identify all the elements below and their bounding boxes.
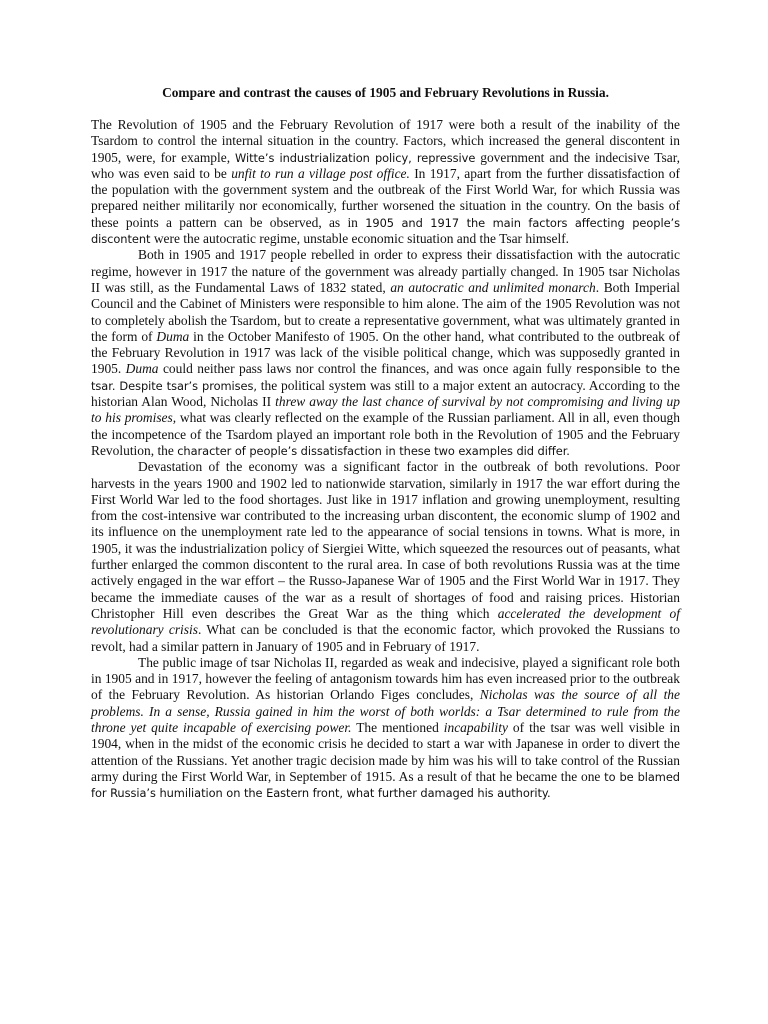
paragraph-tsar-image [91,655,680,802]
italic-text-run: accelerated the development of revolutionary crisis [91,605,680,638]
italic-text-run: an autocratic and unlimited monarch [390,279,596,295]
text-run: were the autocratic regime, unstable economic situation and the Tsar himself. [150,231,570,247]
text-run: . What can be concluded is that the economic factor, which provoked the Russians to revolt, had a similar pattern in January of 1905 and in February of 1917. [91,622,681,654]
alt-font-text-run: responsible to the tsar. Despite tsar’s promises, [91,362,680,393]
text-run: . Both Imperial Council and the Cabinet of Ministers were responsible to him alone. The aim of the 1905 Revolution was not to completely abolish the Tsardom, but to create a representative government, what was ultimately granted in the form of [91,279,680,344]
text-run: what was clearly reflected on the example of the Russian parliament. All in all, even though the incompetence of the Tsardom played an important role both in the Revolution of 1905 and the February Revolution, the [91,410,680,458]
page-title: Compare and contrast the causes of 1905 and February Revolutions in Russia. [162,85,609,100]
text-run: could neither pass laws nor control the finances, and was once again fully [158,361,577,377]
text-run: In 1917, apart from the further dissatisfaction of the population with the government system and the outbreak of the First World War, for which Russia was prepared neither militarily nor economically, further worsened the situation in the country. On the basis of these points a pattern can be observed, as in [91,165,681,230]
italic-text-run: Duma [156,328,190,344]
text-run: in the October Manifesto of 1905. On the other hand, what contributed to the outbreak of the February Revolution in 1917 was lack of the visible political change, which was supposedly granted in 1905. [91,328,680,377]
italic-text-run: Duma [125,361,159,377]
text-run: Devastation of the economy was a significant factor in the outbreak of both revolutions. Poor harvests in the years 1900 and 1902 led to nationwide starvation, similarly in 1917 the war effort during the First World War led to the food shortages. Just like in 1917 inflation and growing unemployment, resulting from the cost-intensive war contributed to the increasing urban discontent, the economic slump of 1902 and its influence on the unemployment rate led to the appearance of social tensions in towns. What is more, in 1905, it was the industrialization policy of Siergiei Witte, which squeezed the resources out of peasants, what further enlarged the common discontent to the rural area. In case of both revolutions Russia was at the time actively engaged in the war effort – the Russo-Japanese War of 1905 and the First World War in 1917. They became the immediate causes of the war as a result of shortages of food and raising prices. Historian Christopher Hill even describes the Great War as the thing which [91,459,680,621]
italic-text-run: Nicholas was the source of all the problems. In a sense, Russia gained in him the worst of both worlds: a Tsar determined to rule from the throne yet quite incapable of exercising power. [91,687,680,735]
italic-text-run: incapability [443,719,508,735]
text-run: The public image of tsar Nicholas II, regarded as weak and indecisive, played a significant role both in 1905 and in 1917, however the feeling of antagonism towards him has even increased prior to the outbreak of the February Revolution. As historian Orlando Figes concludes, [91,654,680,703]
text-run: of the tsar was well visible in 1904, when in the midst of the economic crisis he decided to start a war with Japanese in order to divert the attention of the Russians. Yet another tragic decision made by him was his will to take control of the Russian army during the First World War, in September of 1915. As a result of that he became the one [91,719,680,784]
text-run: Both in 1905 and 1917 people rebelled in order to express their dissatisfaction with the autocratic regime, however in 1917 the nature of the government was already partially changed. In 1905 tsar Nicholas II was still, as the Fundamental Laws of 1832 stated, [91,247,680,295]
alt-font-text-run: character of people’s dissatisfaction in these two examples did differ. [177,443,570,458]
paragraph-autocratic-regime [91,247,680,459]
text-run: the political system was still to a major extent an autocracy. According to the historian Alan Wood, Nicholas II [91,377,680,410]
alt-font-text-run: to be blamed for Russia’s humiliation on the Eastern front, what further damaged his authority. [91,769,680,801]
text-run: The Revolution of 1905 and the February Revolution of 1917 were both a result of the inability of the Tsardom to control the internal situation in the country. Factors, which increased the general discontent in 1905, were, for example, [91,117,680,165]
paragraph-economy [91,459,680,655]
paragraph-introduction [91,117,680,247]
italic-text-run: unfit to run a village post office. [231,165,410,181]
text-run: The mentioned [351,719,444,735]
alt-font-text-run: Witte’s industrialization policy, repressive [235,150,476,165]
alt-font-text-run: 1905 and 1917 the main factors affecting people’s discontent [91,215,681,247]
italic-text-run: threw away the last chance of survival by not compromising and living up to his promises, [91,394,680,426]
text-run: government and the indecisive Tsar, who was even said to be [91,149,680,181]
